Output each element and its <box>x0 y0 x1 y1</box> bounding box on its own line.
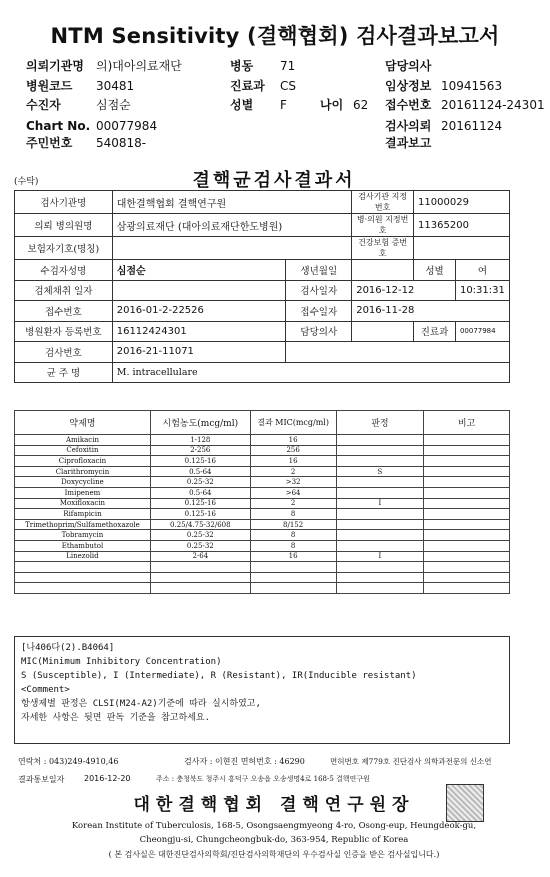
table-cell: 16 <box>250 456 336 467</box>
certification-note: ( 본 검사실은 대한진단검사의학회/진단검사의학재단의 우수검사실 인증을 받은 검사실입니다.) <box>108 850 440 859</box>
scanned-form <box>8 162 540 877</box>
comment-box <box>14 636 510 744</box>
info-label: 병·의원 지정번호 <box>352 214 414 237</box>
rrn-label: 주민번호 <box>26 136 73 150</box>
info-label: 생년월일 <box>286 260 352 281</box>
report-date: 2016-12-20 <box>84 774 131 783</box>
table-row <box>15 477 510 488</box>
table-cell: Amikacin <box>15 435 151 446</box>
table-cell <box>250 572 336 583</box>
form-title: 결핵균검사결과서 <box>192 170 356 191</box>
table-row <box>15 551 510 562</box>
info-value: 여 <box>455 260 509 281</box>
table-row <box>15 583 510 594</box>
table-row <box>15 487 510 498</box>
chart-value: 00077984 <box>96 119 158 133</box>
col-header: 약제명 <box>15 411 151 435</box>
table-header-row <box>15 411 510 435</box>
table-row <box>15 509 510 520</box>
table-cell <box>150 562 250 573</box>
dept-label: 진료과 <box>230 79 265 93</box>
table-cell: Moxifloxacin <box>15 498 151 509</box>
col-header: 시험농도(mcg/ml) <box>150 411 250 435</box>
comment-line: [나406다(2).B4064] <box>21 643 115 653</box>
table-cell <box>336 540 424 551</box>
table-cell: 1-128 <box>150 435 250 446</box>
table-cell: >64 <box>250 487 336 498</box>
ward-label: 병동 <box>230 59 254 73</box>
table-cell: 0.25-32 <box>150 530 250 541</box>
table-cell <box>336 456 424 467</box>
table-row <box>15 435 510 446</box>
table-row <box>15 466 510 477</box>
table-cell <box>336 530 424 541</box>
table-cell: >32 <box>250 477 336 488</box>
info-label: 건강보험 증번호 <box>352 237 414 260</box>
table-cell: I <box>336 498 424 509</box>
table-cell <box>424 551 510 562</box>
info-value: 2016-11-28 <box>352 301 510 322</box>
info-value <box>352 260 414 281</box>
table-cell: Imipenem <box>15 487 151 498</box>
table-cell: 8 <box>250 509 336 520</box>
receipt-value: 20161124-24301 <box>441 98 545 112</box>
info-label: 성별 <box>414 260 456 281</box>
table-cell <box>424 562 510 573</box>
info-value: M. intracellulare <box>112 362 509 383</box>
table-row <box>15 530 510 541</box>
info-value: 2016-01-2-22526 <box>112 301 286 322</box>
dept-value: CS <box>280 79 296 93</box>
comment-line: S (Susceptible), I (Intermediate), R (Resistant), IR(Inducible resistant) <box>21 671 417 681</box>
footer-examiner: 검사자 : 이현진 면허번호 : 46290 <box>184 757 305 766</box>
official-seal <box>446 784 484 822</box>
table-row <box>15 456 510 467</box>
col-header: 판정 <box>336 411 424 435</box>
table-cell <box>424 456 510 467</box>
rrn-value: 540818- <box>96 136 147 150</box>
table-cell <box>424 530 510 541</box>
table-cell <box>250 583 336 594</box>
table-row <box>15 562 510 573</box>
info-value: 16112424301 <box>112 321 286 342</box>
table-cell <box>424 509 510 520</box>
comment-line: MIC(Minimum Inhibitory Concentration) <box>21 657 222 667</box>
info-label: 의뢰 병의원명 <box>15 214 113 237</box>
table-cell: 2 <box>250 466 336 477</box>
info-label: 접수일자 <box>286 301 352 322</box>
comment-line: 항생제별 판정은 CLSI(M24-A2)기준에 따라 실시하였고, <box>21 699 261 709</box>
table-row <box>15 191 510 214</box>
table-cell: 8/152 <box>250 519 336 530</box>
consign-stamp: (수탁) <box>14 177 39 187</box>
table-cell: 16 <box>250 551 336 562</box>
table-row <box>15 280 510 301</box>
request-value: 20161124 <box>441 119 503 133</box>
info-label: 병원환자 등록번호 <box>15 321 113 342</box>
info-value <box>414 237 510 260</box>
info-label: 담당의사 <box>286 321 352 342</box>
info-label: 검사일자 <box>286 280 352 301</box>
table-cell: Trimethoprim/Sulfamethoxazole <box>15 519 151 530</box>
table-row <box>15 301 510 322</box>
footer-phone: 연락처 : 043)249-4910,46 <box>18 757 119 766</box>
clinic-info-value: 10941563 <box>441 79 503 93</box>
table-cell: 2-256 <box>150 445 250 456</box>
info-label: 균 주 명 <box>15 362 113 383</box>
info-value <box>112 280 286 301</box>
table-row <box>15 321 510 342</box>
org-label: 의뢰기관명 <box>26 59 84 73</box>
org-value: 의)대아의료재단 <box>96 59 182 73</box>
table-cell <box>336 562 424 573</box>
info-label: 검사기관명 <box>15 191 113 214</box>
table-cell <box>336 435 424 446</box>
table-cell: 0.125-16 <box>150 456 250 467</box>
comment-line: <Comment> <box>21 685 70 695</box>
table-cell <box>424 435 510 446</box>
table-cell: 0.125-16 <box>150 509 250 520</box>
table-cell: 0.5-64 <box>150 487 250 498</box>
table-cell: Doxycycline <box>15 477 151 488</box>
table-cell: Rifampicin <box>15 509 151 520</box>
table-cell: I <box>336 551 424 562</box>
table-cell <box>150 583 250 594</box>
table-cell <box>424 477 510 488</box>
report-label: 결과보고 <box>385 136 432 150</box>
table-cell <box>336 519 424 530</box>
info-value <box>352 321 414 342</box>
table-cell: 8 <box>250 540 336 551</box>
patient-label: 수진자 <box>26 98 61 112</box>
info-value: 2016-21-11071 <box>112 342 286 363</box>
table-cell <box>336 509 424 520</box>
age-label: 나이 <box>320 98 344 112</box>
table-cell <box>336 583 424 594</box>
info-value: 11365200 <box>414 214 510 237</box>
table-cell: 8 <box>250 530 336 541</box>
table-cell: 0.25-32 <box>150 540 250 551</box>
receipt-label: 접수번호 <box>385 98 432 112</box>
table-row <box>15 362 510 383</box>
hosp-code-label: 병원코드 <box>26 79 73 93</box>
footer-doctor: 면허번호 제779호 진단검사 의학과전문의 신소연 <box>330 757 492 766</box>
empty-cell <box>286 342 510 363</box>
table-cell: S <box>336 466 424 477</box>
info-table <box>14 190 510 383</box>
info-value: 10:31:31 <box>455 280 509 301</box>
info-value: 2016-12-12 <box>352 280 456 301</box>
table-cell <box>15 562 151 573</box>
address-en-2: Cheongju-si, Chungcheongbuk-do, 363-954, Republic of Korea <box>139 835 409 845</box>
table-row <box>15 540 510 551</box>
col-header: 비고 <box>424 411 510 435</box>
table-cell <box>250 562 336 573</box>
table-cell: 0.25-32 <box>150 477 250 488</box>
table-cell <box>150 572 250 583</box>
table-cell <box>424 583 510 594</box>
report-title: NTM Sensitivity (결핵협회) 검사결과보고서 <box>50 24 500 48</box>
table-cell <box>424 540 510 551</box>
table-cell <box>336 477 424 488</box>
table-row <box>15 260 510 281</box>
chart-label: Chart No. <box>26 119 91 133</box>
table-row <box>15 519 510 530</box>
info-value <box>112 237 351 260</box>
address-en-1: Korean Institute of Tuberculosis, 168-5, Osongsaengmyeong 4-ro, Osong-eup, Heungdeok-gu, <box>71 821 477 831</box>
info-label: 수검자성명 <box>15 260 113 281</box>
sex-label: 성별 <box>230 98 254 112</box>
table-cell: 256 <box>250 445 336 456</box>
table-cell <box>15 572 151 583</box>
institute-name: 대한결핵협회 결핵연구원장 <box>133 795 415 815</box>
doctor-label: 담당의사 <box>385 59 432 73</box>
table-cell <box>424 519 510 530</box>
table-cell <box>424 445 510 456</box>
table-cell <box>424 466 510 477</box>
table-cell: Clarithromycin <box>15 466 151 477</box>
age-value: 62 <box>353 98 369 112</box>
info-value: 심점순 <box>112 260 286 281</box>
table-row <box>15 342 510 363</box>
table-cell <box>336 445 424 456</box>
table-cell <box>336 572 424 583</box>
table-cell: Ciprofloxacin <box>15 456 151 467</box>
table-cell <box>424 498 510 509</box>
request-label: 검사의뢰 <box>385 119 432 133</box>
drug-table <box>14 410 510 594</box>
info-value: 대한결핵협회 결핵연구원 <box>112 191 351 214</box>
table-cell: 0.5-64 <box>150 466 250 477</box>
table-row <box>15 498 510 509</box>
table-cell <box>15 583 151 594</box>
table-row <box>15 572 510 583</box>
info-label: 검사번호 <box>15 342 113 363</box>
table-cell <box>424 572 510 583</box>
table-cell: 0.125-16 <box>150 498 250 509</box>
info-label: 보험자기호(명칭) <box>15 237 113 260</box>
table-cell <box>336 487 424 498</box>
info-value: 삼광의료재단 (대아의료재단한도병원) <box>112 214 351 237</box>
table-cell: 2-64 <box>150 551 250 562</box>
table-row <box>15 237 510 260</box>
ward-value: 71 <box>280 59 296 73</box>
col-header: 결과 MIC(mcg/ml) <box>250 411 336 435</box>
table-cell: Linezolid <box>15 551 151 562</box>
footer-address-kr: 주소 : 충청북도 청주시 흥덕구 오송읍 오송생명4로 168-5 결핵연구원 <box>156 775 370 783</box>
info-label: 접수번호 <box>15 301 113 322</box>
table-cell: 0.25/4.75-32/608 <box>150 519 250 530</box>
comment-line: 자세한 사항은 뒷면 판독 기준을 참고하세요. <box>21 713 211 723</box>
table-row <box>15 214 510 237</box>
table-cell <box>424 487 510 498</box>
patient-value: 심점순 <box>96 98 131 112</box>
table-cell: Cefoxitin <box>15 445 151 456</box>
sex-value: F <box>280 98 287 112</box>
clinic-info-label: 임상정보 <box>385 79 432 93</box>
info-label: 검사기관 지정번호 <box>352 191 414 214</box>
table-cell: Ethambutol <box>15 540 151 551</box>
info-value: 11000029 <box>414 191 510 214</box>
report-date-label: 결과통보일자 <box>18 775 65 784</box>
info-value: 00077984 <box>455 321 509 342</box>
table-cell: 2 <box>250 498 336 509</box>
table-cell: Tobramycin <box>15 530 151 541</box>
info-label: 검체채취 일자 <box>15 280 113 301</box>
info-label: 진료과 <box>414 321 456 342</box>
hosp-code-value: 30481 <box>96 79 135 93</box>
table-cell: 16 <box>250 435 336 446</box>
table-row <box>15 445 510 456</box>
